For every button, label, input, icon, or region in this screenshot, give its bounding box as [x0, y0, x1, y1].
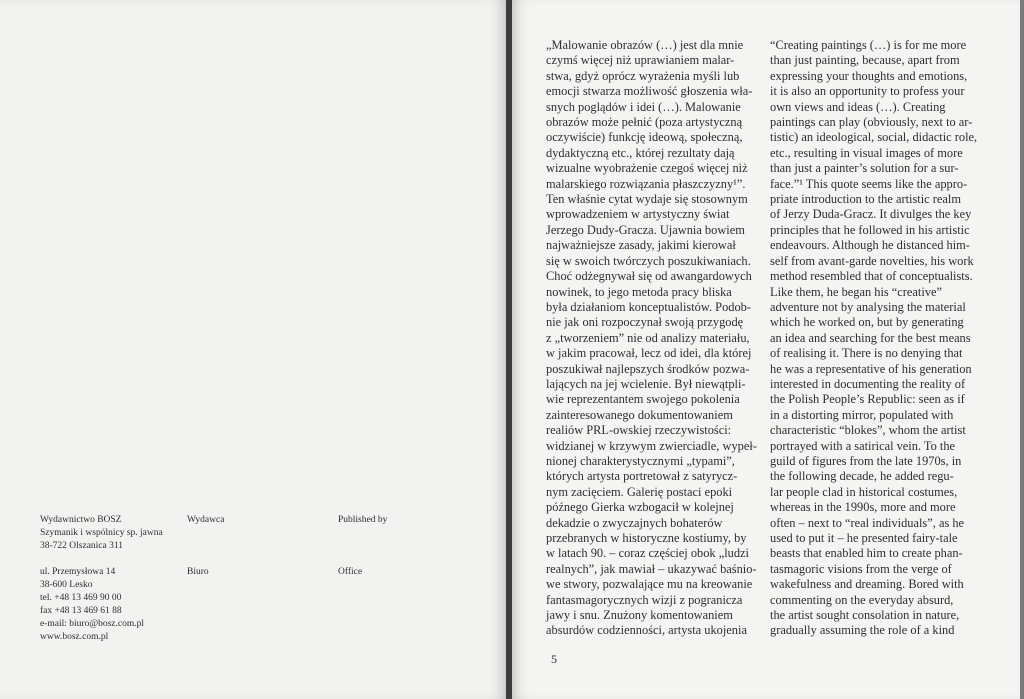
imprint-polish-labels — [187, 514, 224, 579]
polish-text-line: dydaktyczną etc., której rezultaty dają — [546, 145, 735, 160]
imprint-line: ul. Przemysłowa 14 — [40, 567, 116, 577]
english-text-line: commenting on the everyday absurd, — [770, 592, 954, 607]
polish-text-line: czymś więcej niż uprawianiem malar- — [546, 53, 735, 68]
english-text-line: guild of figures from the late 1970s, in — [770, 453, 962, 468]
polish-text-line: Jerzego Dudy-Gracza. Ujawnia bowiem — [546, 222, 745, 237]
polish-text-line: fantasmagorycznych wizji z pogranicza — [546, 592, 743, 607]
imprint-line: e-mail: biuro@bosz.com.pl — [40, 619, 144, 629]
polish-text-line: najważniejsze zasady, jakimi kierował — [546, 238, 736, 253]
english-text-line: which he worked on, but by generating — [770, 315, 964, 330]
polish-text-line: się w swoich twórczych poszukiwaniach. — [546, 253, 751, 268]
polish-text-line: realiów PRL-owskiej rzeczywistości: — [546, 423, 732, 438]
polish-text-line: nionej charakterystycznymi „typami”, — [546, 453, 735, 468]
polish-text-line: wie reprezentantem swojego pokolenia — [546, 392, 740, 407]
english-text-line: wakefulness and dreaming. Bored with — [770, 577, 964, 592]
polish-text-line: jawy i snu. Znużony komentowaniem — [546, 608, 733, 623]
polish-text-line: Choć odżegnywał się od awangardowych — [546, 269, 752, 284]
left-page — [0, 0, 506, 699]
label-published-by: Published by — [338, 515, 388, 525]
english-text-line: the Polish People’s Republic: seen as if — [770, 392, 965, 407]
english-text-column — [770, 38, 986, 639]
english-text-line: paintings can play (obviously, next to ar- — [770, 115, 973, 130]
english-text-line: the artist sought consolation in nature, — [770, 608, 960, 623]
english-text-line: endeavours. Although he distanced him- — [770, 238, 970, 253]
imprint-publisher-address — [40, 514, 163, 644]
polish-text-line: wprowadzeniem w artystyczny świat — [546, 207, 730, 222]
english-text-line: used to put it – he presented fairy-tale — [770, 531, 958, 545]
imprint-line: tel. +48 13 469 90 00 — [40, 593, 122, 603]
polish-text-line: realnych”, jak mawiał – ukazywać baśnio- — [546, 561, 757, 576]
polish-text-line: których artysta portretował z satyrycz- — [546, 469, 738, 484]
polish-text-line: lających na jej wcielenie. Był niewątpli- — [546, 376, 746, 391]
imprint-line: 38-722 Olszanica 311 — [40, 541, 124, 551]
polish-text-column — [546, 38, 758, 639]
polish-text-line: w jakim pracował, lecz od idei, dla której — [546, 346, 752, 361]
english-text-line: beasts that enabled him to create phan- — [770, 546, 963, 561]
page-number: 5 — [551, 652, 557, 666]
polish-text-line: późnego Gierka wzbogacił w kolejnej — [546, 500, 734, 515]
polish-text-line: nym zacięciem. Galerię postaci epoki — [546, 484, 733, 499]
english-text-line: it is also an opportunity to profess your — [770, 84, 965, 99]
english-text-line: interested in documenting the reality of — [770, 376, 966, 391]
imprint-line: fax +48 13 469 61 88 — [40, 606, 122, 616]
polish-text-line: widzianej w krzywym zwierciadle, wypeł- — [546, 438, 757, 453]
english-text-line: self from avant-garde novelties, his work — [770, 253, 974, 268]
label-biuro: Biuro — [187, 567, 209, 577]
imprint-line: Wydawnictwo BOSZ — [40, 515, 122, 525]
polish-text-line: była działaniom konceptualistów. Podob- — [546, 299, 751, 314]
english-text-line: in a distorting mirror, populated with — [770, 407, 954, 422]
polish-text-line: nowinek, to jego metoda pracy bliska — [546, 284, 732, 299]
english-text-line: the following decade, he added regu- — [770, 469, 954, 484]
english-text-line: method resembled that of conceptualists. — [770, 269, 973, 284]
english-text-line: an idea and searching for the best means — [770, 330, 971, 345]
english-text-line: face.”¹ This quote seems like the appro- — [770, 176, 968, 191]
polish-text-line: absurdów codzienności, artysta ukojenia — [546, 623, 747, 638]
english-text-line: whereas in the 1990s, more and more — [770, 500, 956, 515]
polish-text-line: nie jak oni rozpoczynał swoją przygodę — [546, 315, 744, 330]
imprint-english-labels — [338, 514, 387, 579]
english-text-line: he was a representative of his generation — [770, 361, 972, 376]
english-text-line: gradually assuming the role of a kind — [770, 623, 955, 638]
polish-text-line: malarskiego rozwiązania płaszczyzny¹”. — [546, 176, 746, 191]
polish-text-line: stwa, gdyż oprócz wyrażenia myśli lub — [546, 68, 740, 83]
english-text-line: portrayed with a satirical vein. To the — [770, 438, 956, 453]
polish-text-line: we stwory, pozwalające mu na kreowanie — [546, 577, 753, 592]
english-text-line: characteristic “blokes”, whom the artist — [770, 423, 966, 438]
english-text-line: principles that he followed in his artistic — [770, 222, 970, 237]
polish-text-line: wizualne wyobrażenie czegoś więcej niż — [546, 161, 748, 176]
english-text-line: Like them, he began his “creative” — [770, 284, 943, 299]
english-text-line: priate introduction to the artistic realm — [770, 192, 961, 207]
english-text-line: of realising it. There is no denying that — [770, 346, 963, 361]
polish-text-line: „Malowanie obrazów (…) jest dla mnie — [546, 38, 744, 52]
english-text-line: adventure not by analysing the material — [770, 299, 966, 314]
polish-text-line: obrazów może pełnić (poza artystyczną — [546, 115, 743, 130]
label-wydawca: Wydawca — [187, 515, 225, 525]
english-text-line: than just painting, because, apart from — [770, 53, 960, 68]
english-text-line: expressing your thoughts and emotions, — [770, 68, 968, 83]
english-text-line: often – next to “real individuals”, as he — [770, 515, 965, 530]
polish-text-line: poszukiwał najlepszych środków pozwa- — [546, 361, 750, 376]
polish-text-line: zainteresowanego dokumentowaniem — [546, 407, 733, 422]
polish-text-line: z „tworzeniem” nie od analizy materiału, — [546, 330, 750, 345]
label-office: Office — [338, 567, 363, 577]
imprint-line: 38-600 Lesko — [40, 580, 93, 590]
polish-text-line: przebranych w historyczne kostiumy, by — [546, 531, 747, 545]
polish-text-line: Ten właśnie cytat wydaje się stosownym — [546, 192, 748, 207]
english-text-line: own views and ideas (…). Creating — [770, 99, 946, 114]
polish-text-line: oczywiście) funkcję ideową, społeczną, — [546, 130, 743, 145]
english-text-line: lar people clad in historical costumes, — [770, 484, 958, 499]
english-text-line: tasmagoric visions from the verge of — [770, 561, 952, 576]
english-text-line: than just a painter’s solution for a sur- — [770, 161, 959, 176]
english-text-line: etc., resulting in visual images of more — [770, 145, 963, 160]
imprint-line: www.bosz.com.pl — [40, 632, 109, 642]
polish-text-line: dekadzie o zwyczajnych bohaterów — [546, 515, 723, 530]
polish-text-line: emocji stwarza możliwość głoszenia wła- — [546, 84, 753, 99]
imprint-line: Szymanik i wspólnicy sp. jawna — [40, 528, 163, 538]
english-text-line: “Creating paintings (…) is for me more — [770, 38, 967, 52]
english-text-line: of Jerzy Duda-Gracz. It divulges the key — [770, 207, 972, 222]
polish-text-line: w latach 90. – coraz częściej obok „ludzi — [546, 546, 749, 561]
english-text-line: tistic) an ideological, social, didactic role, — [770, 130, 978, 145]
polish-text-line: snych poglądów i idei (…). Malowanie — [546, 99, 741, 114]
